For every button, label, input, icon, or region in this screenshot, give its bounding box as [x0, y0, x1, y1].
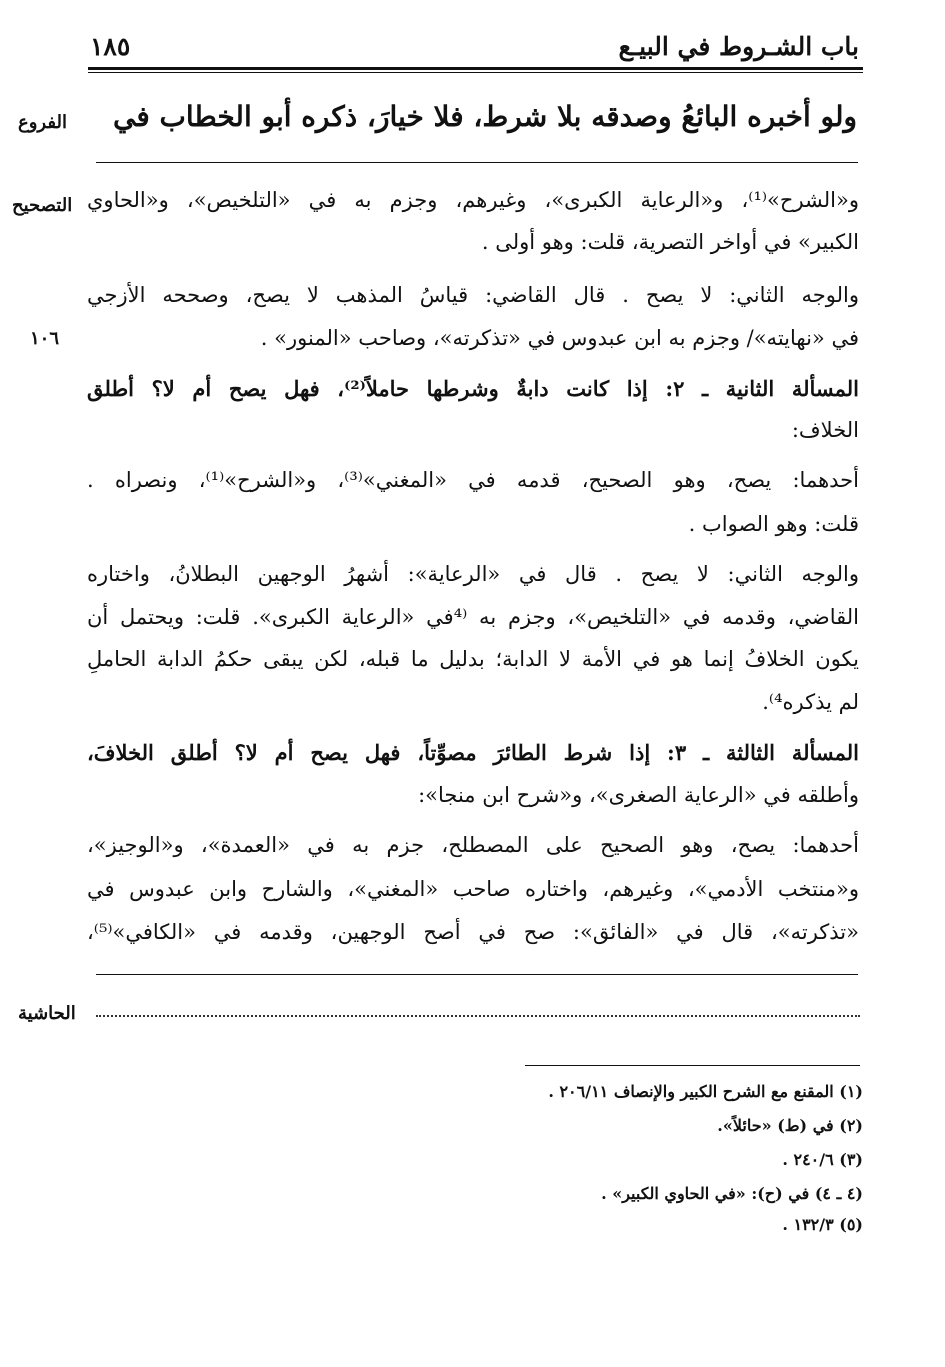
text-line: والوجه الثاني: لا يصح . قال في «الرعاية»: أشهرُ الوجهين البطلانُ، واختاره: [87, 562, 859, 586]
page-number: ١٨٥: [90, 32, 131, 61]
header-rule-thin: [88, 72, 863, 73]
text-line: «تذكرته»، قال في «الفائق»: صح في أصح الوجهين، وقدمه في «الكافي»⁽⁵⁾،: [87, 920, 859, 944]
header-rule-thick: [88, 67, 863, 70]
footnote: (١) المقنع مع الشرح الكبير والإنصاف ٢٠٦/١١ .: [548, 1082, 863, 1101]
section-divider: [96, 974, 858, 975]
text-line: الكبير» في أواخر التصرية، قلت: وهو أولى .: [481, 230, 859, 254]
side-label-hashiya: الحاشية: [18, 1003, 76, 1024]
text-line: وأطلقه في «الرعاية الصغرى»، و«شرح ابن منجا»:: [418, 783, 859, 807]
footnote: (٥) ١٣٢/٣ .: [782, 1215, 863, 1234]
footnote: (٣) ٢٤٠/٦ .: [782, 1150, 863, 1169]
footnote: (٤ ـ ٤) في (ح): «في الحاوي الكبير» .: [601, 1184, 863, 1203]
footnote-rule: [525, 1065, 860, 1066]
section-divider: [96, 162, 858, 163]
text-line: و«منتخب الأدمي»، وغيرهم، واختاره صاحب «المغني»، والشارح وابن عبدوس في: [87, 877, 859, 901]
text-line: و«الشرح»⁽¹⁾، و«الرعاية الكبرى»، وغيرهم، وجزم به في «التلخيص»، و«الحاوي: [87, 188, 859, 212]
text-line: أحدهما: يصح، وهو الصحيح، قدمه في «المغني»⁽³⁾، و«الشرح»⁽¹⁾، ونصراه .: [87, 468, 859, 492]
furu-text: ولو أخبره البائعُ وصدقه بلا شرط، فلا خيارَ، ذكره أبو الخطاب في: [113, 100, 857, 133]
text-line: القاضي، وقدمه في «التلخيص»، وجزم به ⁽⁴في «الرعاية الكبرى». قلت: ويحتمل أن: [87, 605, 859, 629]
text-line: يكون الخلافُ إنما هو في الأمة لا الدابة؛ بدليل ما قبله، لكن يبقى حكمُ الدابة الحاملِ: [87, 647, 859, 671]
side-label-furu: الفروع: [18, 112, 67, 133]
text-line: لم يذكره⁴⁾.: [762, 690, 859, 714]
side-label-tashih: التصحيح: [12, 195, 73, 216]
margin-page-number: ١٠٦: [30, 328, 60, 349]
text-line: والوجه الثاني: لا يصح . قال القاضي: قياسُ المذهب لا يصح، وصححه الأزجي: [87, 283, 859, 307]
footnote: (٢) في (ط) «حائلاً».: [717, 1116, 863, 1135]
running-header-title: باب الشـروط في البيـع: [618, 32, 859, 61]
text-line-heading: المسألة الثانية ـ ٢: إذا كانت دابةٌ وشرطها حاملاً⁽²⁾، فهل يصح أم لا؟ أطلق: [87, 376, 859, 401]
text-line: أحدهما: يصح، وهو الصحيح على المصطلح، جزم به في «العمدة»، و«الوجيز»،: [87, 833, 859, 857]
hashiya-dotted-line: [96, 1003, 860, 1017]
text-line: الخلاف:: [791, 418, 859, 442]
text-line-heading: المسألة الثالثة ـ ٣: إذا شرط الطائرَ مصوِّتاً، فهل يصح أم لا؟ أطلق الخلافَ،: [87, 740, 859, 765]
text-line: في «نهايته»/ وجزم به ابن عبدوس في «تذكرته»، وصاحب «المنور» .: [260, 326, 859, 350]
text-line: قلت: وهو الصواب .: [688, 512, 859, 536]
